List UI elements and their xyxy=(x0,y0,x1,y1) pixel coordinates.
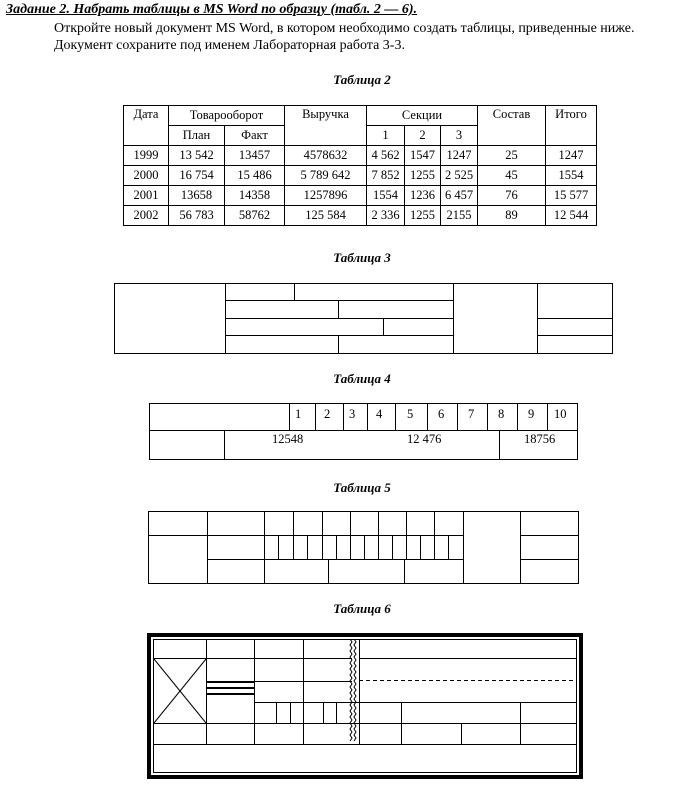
table4-caption: Таблица 4 xyxy=(333,371,391,386)
table-cell: 25 xyxy=(478,146,546,166)
table4-number: 10 xyxy=(554,407,567,421)
header-plan: План xyxy=(169,126,225,146)
table-cell: 89 xyxy=(478,206,546,226)
table4 xyxy=(149,403,579,461)
header-section-3: 3 xyxy=(441,126,478,146)
table3-caption: Таблица 3 xyxy=(333,250,391,265)
assignment-save-note: Документ сохраните под именем Лабораторная работа 3-3. xyxy=(54,38,405,53)
table6 xyxy=(147,633,583,779)
table-row xyxy=(124,206,597,226)
header-date: Дата xyxy=(124,106,169,146)
table-cell: 45 xyxy=(478,166,546,186)
table4-number: 6 xyxy=(438,407,445,421)
header-total: Итого xyxy=(546,106,597,146)
table-cell: 1255 xyxy=(405,166,441,186)
assignment-instruction: Откройте новый документ MS Word, в котором необходимо создать таблицы, приведенные ниже. xyxy=(54,21,635,36)
table6-caption: Таблица 6 xyxy=(333,601,391,616)
table-row xyxy=(124,186,597,206)
header-revenue: Выручка xyxy=(285,106,367,146)
table4-number: 4 xyxy=(376,407,383,421)
table-cell: 1255 xyxy=(405,206,441,226)
header-turnover: Товарооборот xyxy=(169,106,285,126)
table-cell: 12 544 xyxy=(546,206,597,226)
table-cell: 2002 xyxy=(124,206,169,226)
table-row xyxy=(124,166,597,186)
table-cell: 1247 xyxy=(441,146,478,166)
table-cell: 2001 xyxy=(124,186,169,206)
table2 xyxy=(123,105,597,226)
table-cell: 4578632 xyxy=(285,146,367,166)
table-cell: 13457 xyxy=(225,146,285,166)
table-cell: 76 xyxy=(478,186,546,206)
table-cell: 1257896 xyxy=(285,186,367,206)
header-fact: Факт xyxy=(225,126,285,146)
table-row xyxy=(124,146,597,166)
table4-number: 2 xyxy=(324,407,331,421)
table-cell: 1554 xyxy=(367,186,405,206)
table5-caption: Таблица 5 xyxy=(333,480,391,495)
table-cell: 7 852 xyxy=(367,166,405,186)
header-section-1: 1 xyxy=(367,126,405,146)
table-cell: 1554 xyxy=(546,166,597,186)
table-cell: 13 542 xyxy=(169,146,225,166)
table-cell: 1236 xyxy=(405,186,441,206)
table-cell: 58762 xyxy=(225,206,285,226)
table-cell: 1547 xyxy=(405,146,441,166)
table-cell: 15 577 xyxy=(546,186,597,206)
table-cell: 1999 xyxy=(124,146,169,166)
table-cell: 5 789 642 xyxy=(285,166,367,186)
table-cell: 125 584 xyxy=(285,206,367,226)
table-cell: 13658 xyxy=(169,186,225,206)
table4-number: 8 xyxy=(498,407,505,421)
table4-number: 5 xyxy=(407,407,414,421)
assignment-heading: Задание 2. Набрать таблицы в MS Word по образцу (табл. 2 — 6). xyxy=(6,2,418,17)
header-section-2: 2 xyxy=(405,126,441,146)
table-cell: 16 754 xyxy=(169,166,225,186)
table-cell: 56 783 xyxy=(169,206,225,226)
table4-value: 18756 xyxy=(524,432,556,446)
header-sections: Секции xyxy=(367,106,478,126)
table4-value: 12 476 xyxy=(407,432,442,446)
table-cell: 1247 xyxy=(546,146,597,166)
table-cell: 2 525 xyxy=(441,166,478,186)
table-cell: 2155 xyxy=(441,206,478,226)
table-cell: 2000 xyxy=(124,166,169,186)
table-cell: 2 336 xyxy=(367,206,405,226)
table4-number: 1 xyxy=(295,407,302,421)
table-cell: 15 486 xyxy=(225,166,285,186)
table-cell: 14358 xyxy=(225,186,285,206)
table4-number: 9 xyxy=(528,407,535,421)
table4-number: 3 xyxy=(349,407,356,421)
header-staff: Состав xyxy=(478,106,546,146)
table-cell: 4 562 xyxy=(367,146,405,166)
table-cell: 6 457 xyxy=(441,186,478,206)
table4-number: 7 xyxy=(468,407,475,421)
table3 xyxy=(114,283,614,355)
table5 xyxy=(148,511,580,585)
table2-caption: Таблица 2 xyxy=(333,72,391,87)
table4-value: 12548 xyxy=(272,432,304,446)
